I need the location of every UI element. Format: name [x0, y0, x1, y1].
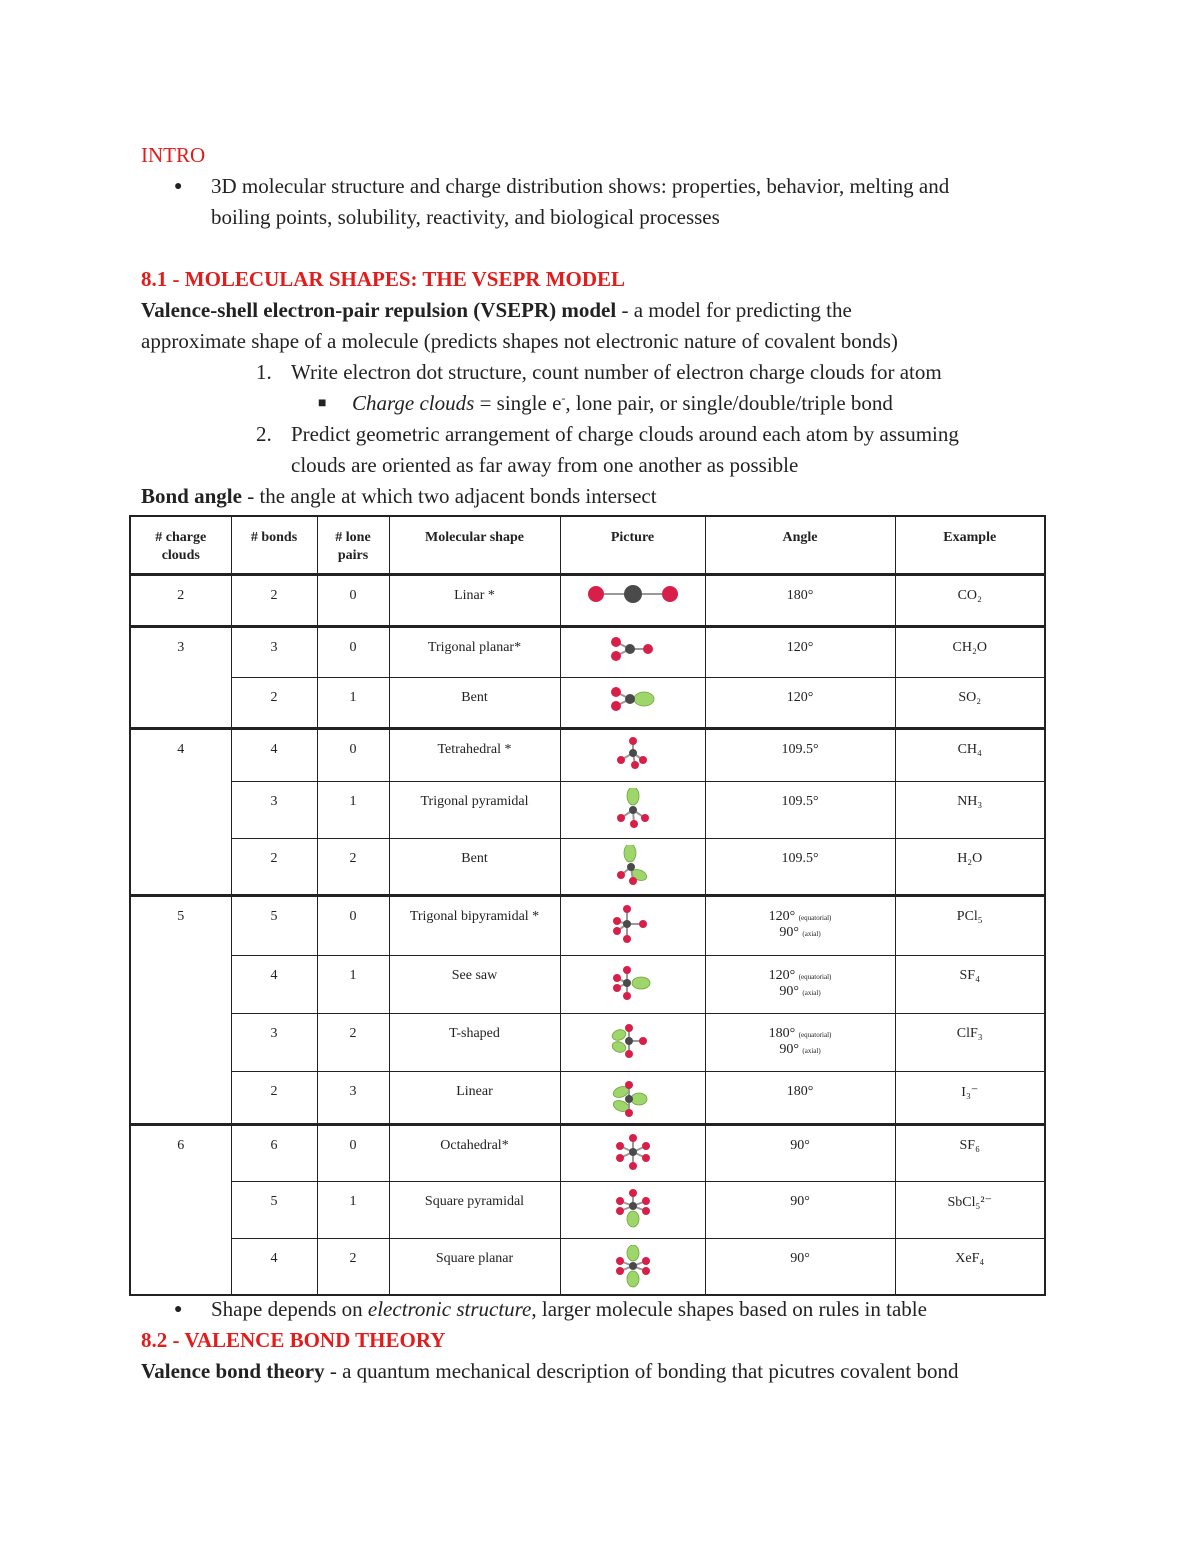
- cell-angle: 120°: [705, 626, 895, 677]
- cell-example: SbCl₅²⁻: [895, 1181, 1045, 1238]
- header-bonds: # bonds: [231, 516, 317, 574]
- cell-picture: [560, 1124, 705, 1181]
- vsepr-term: Valence-shell electron-pair repulsion (VSEPR) model: [141, 298, 617, 322]
- cell-bonds: 2: [231, 1071, 317, 1124]
- cell-example: NH₃: [895, 781, 1045, 838]
- cell-shape: See saw: [389, 955, 560, 1013]
- intro-bullet: [141, 171, 1071, 202]
- table-row: [130, 1238, 1045, 1295]
- cell-angle: 90°: [705, 1124, 895, 1181]
- cell-bonds: 4: [231, 728, 317, 781]
- cell-lone-pairs: 3: [317, 1071, 389, 1124]
- cell-lone-pairs: 2: [317, 838, 389, 895]
- molecule-square-planar-image: [565, 1245, 701, 1281]
- cell-angle: 120° (equatorial) 90° (axial): [705, 895, 895, 955]
- table-row: [130, 1071, 1045, 1124]
- square-bullet-icon: ■: [318, 396, 327, 411]
- header-example: Example: [895, 516, 1045, 574]
- table-row: [130, 1181, 1045, 1238]
- cell-bonds: 3: [231, 781, 317, 838]
- cell-bonds: 2: [231, 677, 317, 728]
- cell-bonds: 5: [231, 895, 317, 955]
- header-angle: Angle: [705, 516, 895, 574]
- cell-picture: [560, 1071, 705, 1124]
- cell-picture: [560, 1181, 705, 1238]
- cell-shape: Trigonal bipyramidal *: [389, 895, 560, 955]
- cell-lone-pairs: 0: [317, 626, 389, 677]
- cell-lone-pairs: 1: [317, 781, 389, 838]
- cell-picture: [560, 728, 705, 781]
- step-2: 2. Predict geometric arrangement of charge clouds around each atom by assuming: [256, 422, 959, 446]
- molecule-trigonal-pyramidal-image: [565, 788, 701, 824]
- molecule-linear-image: [565, 582, 701, 618]
- table-row: [130, 574, 1045, 626]
- cell-bonds: 6: [231, 1124, 317, 1181]
- valence-bond-term: Valence bond theory: [141, 1359, 325, 1383]
- cell-shape: Linear: [389, 1071, 560, 1124]
- table-row: [130, 781, 1045, 838]
- cell-example: SF₄: [895, 955, 1045, 1013]
- cell-picture: [560, 895, 705, 955]
- cell-example: SF₆: [895, 1124, 1045, 1181]
- cell-angle: 180°: [705, 1071, 895, 1124]
- bullet-icon: ●: [174, 179, 183, 194]
- cell-lone-pairs: 1: [317, 955, 389, 1013]
- cell-picture: [560, 574, 705, 626]
- intro-bullet-text-2: boiling points, solubility, reactivity, and biological processes: [211, 205, 720, 229]
- table-header-row: [130, 516, 1045, 574]
- page-content: [141, 140, 1071, 512]
- charge-clouds-term: Charge clouds: [352, 391, 475, 415]
- vsepr-definition-cont: approximate shape of a molecule (predicts shapes not electronic nature of covalent bonds): [141, 329, 898, 353]
- cell-picture: [560, 838, 705, 895]
- cell-angle: 90°: [705, 1181, 895, 1238]
- cell-picture: [560, 1238, 705, 1295]
- molecule-square-pyramidal-image: [565, 1188, 701, 1224]
- cell-angle: 180° (equatorial) 90° (axial): [705, 1013, 895, 1071]
- cell-angle: 90°: [705, 1238, 895, 1295]
- molecule-linear-5-image: [565, 1078, 701, 1114]
- bond-angle-term: Bond angle: [141, 484, 242, 508]
- step-1: 1. Write electron dot structure, count number of electron charge clouds for atom: [256, 360, 942, 384]
- header-charge-clouds: # charge clouds: [130, 516, 231, 574]
- step-2-cont: clouds are oriented as far away from one another as possible: [291, 453, 799, 477]
- molecule-t-shaped-image: [565, 1020, 701, 1056]
- molecule-see-saw-image: [565, 962, 701, 998]
- cell-bonds: 4: [231, 1238, 317, 1295]
- cell-angle: 109.5°: [705, 838, 895, 895]
- step-1-subitem: ■ Charge clouds = single e-, lone pair, or single/double/triple bond: [141, 388, 1071, 419]
- cell-charge-clouds: 4: [130, 728, 231, 895]
- molecule-trigonal-planar-image: [565, 634, 701, 670]
- header-molecular-shape: Molecular shape: [389, 516, 560, 574]
- table-row: [130, 728, 1045, 781]
- bond-angle-definition: Bond angle - the angle at which two adjacent bonds intersect: [141, 484, 657, 508]
- cell-charge-clouds: 6: [130, 1124, 231, 1295]
- cell-example: ClF₃: [895, 1013, 1045, 1071]
- cell-charge-clouds: 5: [130, 895, 231, 1124]
- cell-example: XeF₄: [895, 1238, 1045, 1295]
- cell-shape: Octahedral*: [389, 1124, 560, 1181]
- cell-angle: 180°: [705, 574, 895, 626]
- cell-charge-clouds: 2: [130, 574, 231, 626]
- cell-bonds: 2: [231, 574, 317, 626]
- cell-bonds: 3: [231, 1013, 317, 1071]
- cell-bonds: 2: [231, 838, 317, 895]
- intro-heading: INTRO: [141, 143, 206, 167]
- cell-angle: 120°: [705, 677, 895, 728]
- table-row: [130, 1124, 1045, 1181]
- table-row: [130, 677, 1045, 728]
- cell-shape: Linar *: [389, 574, 560, 626]
- cell-lone-pairs: 0: [317, 728, 389, 781]
- cell-lone-pairs: 0: [317, 895, 389, 955]
- cell-example: CH₄: [895, 728, 1045, 781]
- molecule-trigonal-bipyramidal-image: [565, 903, 701, 939]
- molecule-tetrahedral-image: [565, 736, 701, 772]
- cell-example: I₃⁻: [895, 1071, 1045, 1124]
- cell-lone-pairs: 1: [317, 1181, 389, 1238]
- cell-lone-pairs: 1: [317, 677, 389, 728]
- intro-bullet-text-1: 3D molecular structure and charge distribution shows: properties, behavior, melting and: [211, 174, 950, 198]
- table-row: [130, 626, 1045, 677]
- cell-example: CH₂O: [895, 626, 1045, 677]
- cell-charge-clouds: 3: [130, 626, 231, 728]
- cell-lone-pairs: 2: [317, 1238, 389, 1295]
- cell-shape: T-shaped: [389, 1013, 560, 1071]
- cell-shape: Tetrahedral *: [389, 728, 560, 781]
- cell-picture: [560, 626, 705, 677]
- cell-bonds: 3: [231, 626, 317, 677]
- header-lone-pairs: # lone pairs: [317, 516, 389, 574]
- header-picture: Picture: [560, 516, 705, 574]
- molecule-bent-120-image: [565, 684, 701, 720]
- cell-shape: Square pyramidal: [389, 1181, 560, 1238]
- section-8-2-heading: 8.2 - VALENCE BOND THEORY: [141, 1328, 446, 1352]
- molecule-bent-109-image: [565, 845, 701, 881]
- vsepr-definition: Valence-shell electron-pair repulsion (VSEPR) model - a model for predicting the: [141, 298, 852, 322]
- cell-picture: [560, 955, 705, 1013]
- bullet-icon: ●: [174, 1302, 183, 1317]
- cell-example: SO₂: [895, 677, 1045, 728]
- cell-example: CO₂: [895, 574, 1045, 626]
- cell-bonds: 5: [231, 1181, 317, 1238]
- cell-lone-pairs: 2: [317, 1013, 389, 1071]
- section-8-1-heading: 8.1 - MOLECULAR SHAPES: THE VSEPR MODEL: [141, 267, 626, 291]
- cell-bonds: 4: [231, 955, 317, 1013]
- molecule-octahedral-image: [565, 1132, 701, 1168]
- cell-shape: Square planar: [389, 1238, 560, 1295]
- table-row: [130, 955, 1045, 1013]
- cell-lone-pairs: 0: [317, 1124, 389, 1181]
- cell-angle: 120° (equatorial) 90° (axial): [705, 955, 895, 1013]
- table-row: [130, 895, 1045, 955]
- cell-shape: Trigonal pyramidal: [389, 781, 560, 838]
- cell-example: H₂O: [895, 838, 1045, 895]
- cell-picture: [560, 677, 705, 728]
- shape-bullet: ● Shape depends on electronic structure, larger molecule shapes based on rules in table: [141, 1294, 1071, 1325]
- vsepr-table: [129, 515, 1046, 1296]
- cell-shape: Bent: [389, 677, 560, 728]
- cell-shape: Bent: [389, 838, 560, 895]
- table-row: [130, 1013, 1045, 1071]
- page-content-after-table: [141, 1294, 1071, 1387]
- cell-shape: Trigonal planar*: [389, 626, 560, 677]
- cell-angle: 109.5°: [705, 781, 895, 838]
- table-row: [130, 838, 1045, 895]
- cell-lone-pairs: 0: [317, 574, 389, 626]
- cell-example: PCl₅: [895, 895, 1045, 955]
- cell-angle: 109.5°: [705, 728, 895, 781]
- cell-picture: [560, 781, 705, 838]
- valence-bond-definition: Valence bond theory - a quantum mechanical description of bonding that picutres covalent bond: [141, 1359, 959, 1383]
- cell-picture: [560, 1013, 705, 1071]
